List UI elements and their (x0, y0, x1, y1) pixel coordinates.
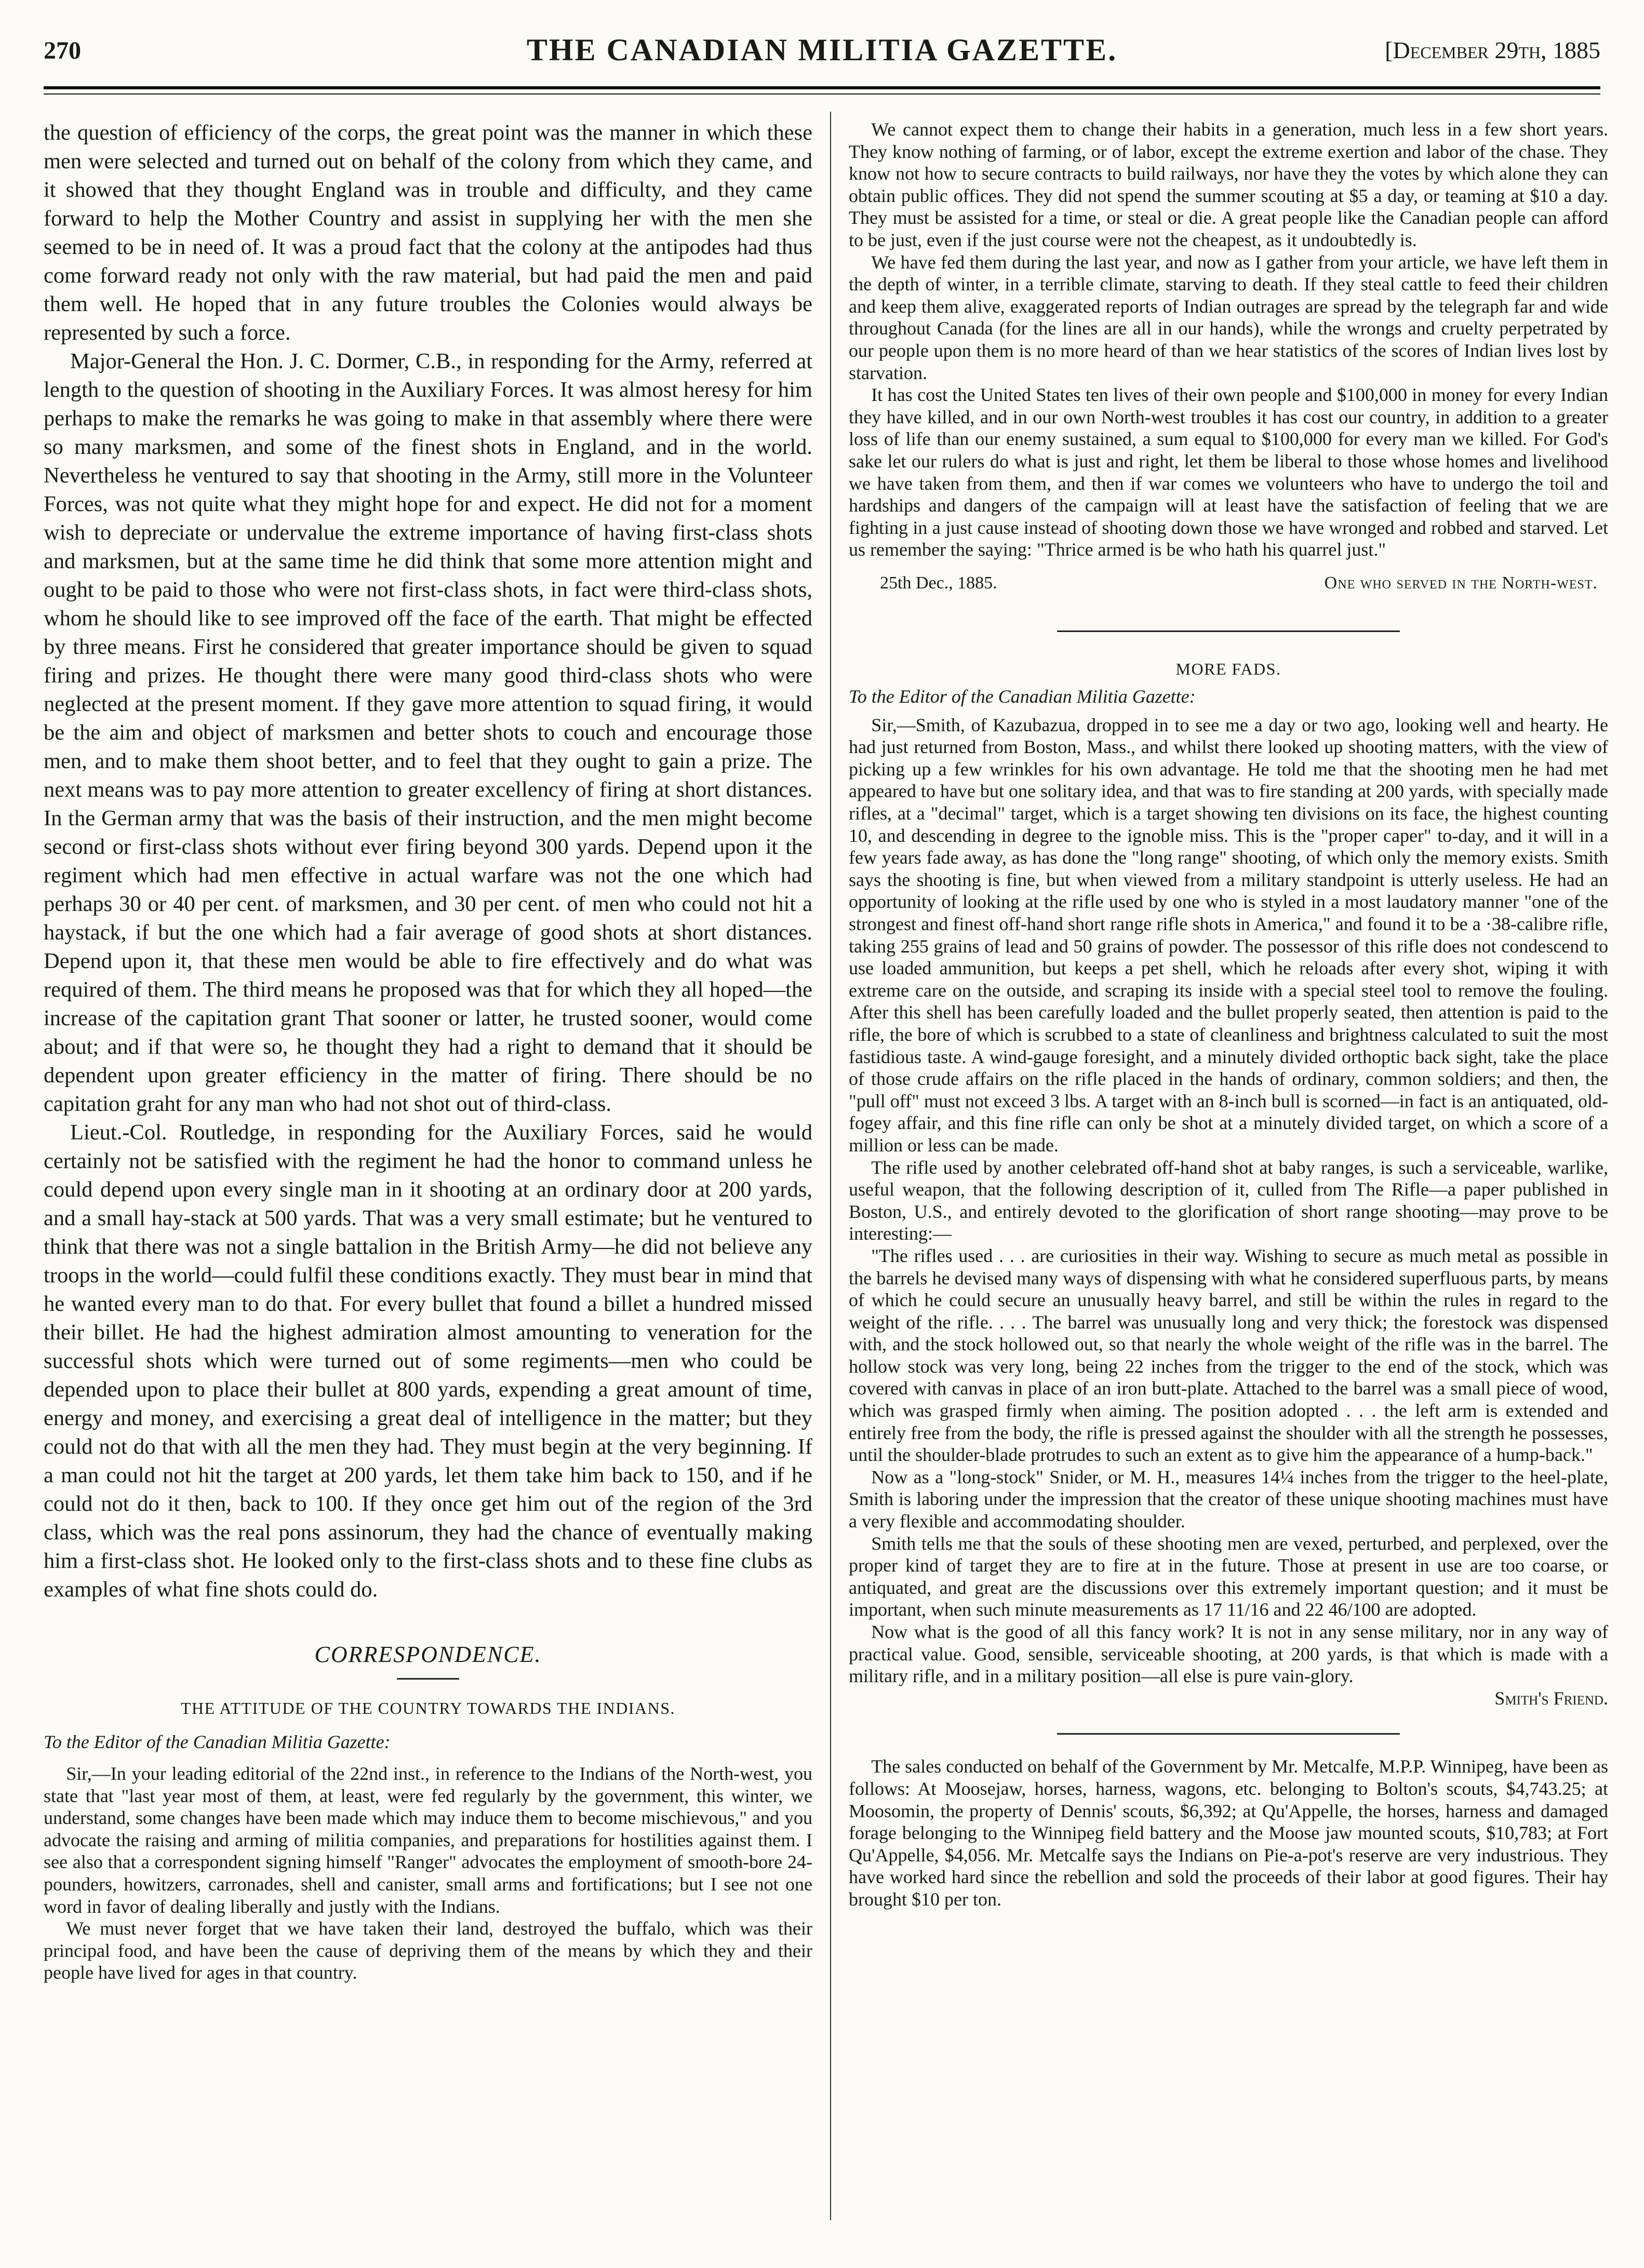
section-rule (397, 1678, 459, 1680)
letter-salutation-line: To the Editor of the Canadian Militia Gazette: (849, 686, 1196, 707)
page-header (44, 27, 1600, 89)
letter-paragraph: We cannot expect them to change their habits in a generation, much less in a few short years. They know nothing of farming, or of labor, except the extreme exertion and labor of the chase. They know not how to secure contracts to build railways, nor have they the votes by which alone they can obtain public offices. They did not spend the summer scouting at $5 a day, or teaming at $10 a day. They must be assisted for a time, or steal or die. A great people like the Canadian people can afford to be just, even if the just course were not the cheapest, as it undoubtedly is. (849, 119, 1608, 250)
letter-signature (849, 561, 1608, 595)
letter-paragraph: Now what is the good of all this fancy work? It is not in any sense military, nor in any way of practical value. Good, sensible, serviceable shooting, at 200 yards, is that which is made with a military rifle, and in a military position—all else is pure vain-glory. (849, 1621, 1608, 1687)
issue-date: [December 29th, 1885 (1385, 37, 1600, 63)
letter-paragraph: Smith tells me that the souls of these shooting men are vexed, perturbed, and perplexed, over the proper kind of target they are to fire at in the future. Those at present in use are too coarse, or antiquated, and great are the discussions over this extremely important question; and it must be important, when such minute measurements as 17 11/16 and 22 46/100 are adopted. (849, 1533, 1608, 1620)
signature-name: One who served in the North-west. (1324, 573, 1598, 593)
left-column (44, 118, 812, 1984)
letter-title: THE ATTITUDE OF THE COUNTRY TOWARDS THE INDIANS. (181, 1699, 675, 1717)
letter-paragraph: We must never forget that we have taken their land, destroyed the buffalo, which was their principal food, and have been the cause of depriving them of the means by which they and their people have lived for ages in that country. (44, 1918, 812, 1983)
letter-title: MORE FADS. (1175, 660, 1281, 679)
article-separator (1057, 1733, 1400, 1735)
news-paragraph: The sales conducted on behalf of the Government by Mr. Metcalfe, M.P.P. Winnipeg, have been as follows: At Moosejaw, horses, harness, wagons, etc. belonging to Bolton's scouts, $4,743.25; at Moosomin, the property of Dennis' scouts, $6,392; at Qu'Appelle, the horses, harness and damaged forage belonging to the Winnipeg field battery and the Moose jaw mounted scouts, $10,783; at Fort Qu'Appelle, $4,056. Mr. Metcalfe says the Indians on Pie-a-pot's reserve are very industrious. They have worked hard since the rebellion and sold the proceeds of their labor at good figures. Their hay brought $10 per ton. (849, 1756, 1608, 1910)
letter-paragraph: Sir,—In your leading editorial of the 22nd inst., in reference to the Indians of the North-west, you state that "last year most of them, at least, were fed regularly by the government, this winter, we understand, some changes have been made which may induce them to become mischievous," and you advocate the raising and arming of militia companies, and preparations for hostilities against them. I see also that a correspondent signing himself "Ranger" advocates the employment of smooth-bore 24-pounders, howitzers, carronades, shell and canister, small arms and fortifications; but I see not one word in favor of dealing liberally and justly with the Indians. (44, 1763, 812, 1917)
article-separator (1057, 630, 1400, 632)
right-column (849, 118, 1608, 1911)
signature-date: 25th Dec., 1885. (880, 573, 997, 593)
page-number: 270 (44, 37, 81, 64)
article-paragraph: Major-General the Hon. J. C. Dormer, C.B., in responding for the Army, referred at length to the question of shooting in the Auxiliary Forces. It was almost heresy for him perhaps to make the remarks he was going to make in that assembly where there were so many marksmen, and some of the finest shots in England, and in the world. Nevertheless he ventured to say that shooting in the Army, still more in the Volunteer Forces, was not quite what they might hope for and expect. He did not for a moment wish to depreciate or undervalue the extreme importance of having first-class shots and marksmen, but at the same time he did think that some more attention might and ought to be paid to those who were not first-class shots, in fact were third-class shots, whom he should like to see improved off the face of the earth. That might be effected by three means. First he considered that greater importance should be given to squad firing and prizes. He thought there were many good third-class shots who were neglected at the present moment. If they gave more attention to squad firing, it would be the aim and object of marksmen and better shots to couch and encourage those men, and to make them shoot better, and to feel that they ought to gain a prize. The next means was to pay more attention to greater excellency of firing at short distances. In the German army that was the basis of their instruction, and the men might become second or first-class shots without ever firing beyond 300 yards. Depend upon it the regiment which had men effective in actual warfare was not the one which had perhaps 30 or 40 per cent. of marksmen, and 30 per cent. of men who could not hit a haystack, if but the one which had a fair average of good shots at short distances. Depend upon it, that these men would be able to fire effectively and do what was required of them. The third means he proposed was that for which they all hoped—the increase of the capitation grant That sooner or latter, he trusted sooner, would come about; and if that were so, he thought they had a right to demand that it should be dependent upon greater efficiency in the matter of firing. There should be no capitation graht for any man who had not shot out of third-class. (44, 349, 812, 1116)
column-divider (830, 112, 831, 2220)
letter-paragraph: The rifle used by another celebrated off-hand shot at baby ranges, is such a serviceable, warlike, useful weapon, that the following description of it, culled from The Rifle—a paper published in Boston, U.S., and entirely devoted to the glorification of short range shooting—may prove to be interesting:— (849, 1157, 1608, 1244)
letter-paragraph: Now as a "long-stock" Snider, or M. H., measures 14¼ inches from the trigger to the heel-plate, Smith is laboring under the impression that the creator of these unique shooting machines must have a very flexible and accommodating shoulder. (849, 1466, 1608, 1532)
signature-name: Smith's Friend. (1494, 1687, 1608, 1709)
header-rule-thick (44, 86, 1600, 89)
article-paragraph: the question of efficiency of the corps, the great point was the manner in which these men were selected and turned out on behalf of the colony from which they came, and it showed that they thought England was in trouble and difficulty, and they came forward to help the Mother Country and assist in supplying her with the men she seemed to be in need of. It was a proud fact that the colony at the antipodes had thus come forward ready not only with the raw material, but had paid the men and paid them well. He hoped that in any future troubles the Colonies would always be represented by such a force. (44, 120, 812, 345)
letter-paragraph: Sir,—Smith, of Kazubazua, dropped in to see me a day or two ago, looking well and hearty. He had just returned from Boston, Mass., and whilst there looked up shooting matters, with the view of picking up a few wrinkles for his own advantage. He told me that the shooting men he had met appeared to have but one solitary idea, and that was to fire standing at 200 yards, with specially made rifles, at a "decimal" target, which is a target showing ten divisions on its face, the highest counting 10, and descending in degree to the ignoble miss. This is the "proper caper" to-day, and it will in a few years fade away, as has done the "long range" shooting, of which only the memory exists. Smith says the shooting is fine, but when viewed from a military standpoint is utterly useless. He had an opportunity of looking at the rifle used by one who is styled in a most laudatory manner "one of the strongest and finest off-hand short range rifle shots in America," and found it to be a ·38-calibre rifle, taking 255 grains of lead and 50 grains of powder. The possessor of this rifle does not condescend to use loaded ammunition, but keeps a pet shell, which he reloads after every shot, wiping it with extreme care on the outside, and scraping its inside with a special steel tool to remove the fouling. After this shell has been carefully loaded and the bullet properly seated, then attention is paid to the rifle, the bore of which is scrubbed to a state of cleanliness and brightness calculated to suit the most fastidious taste. A wind-gauge foresight, and a minutely divided orthoptic back sight, take the place of those crude affairs on the rifle placed in the hands of ordinary, common soldiers; and then, the "pull off" must not exceed 3 lbs. A target with an 8-inch bull is scorned—in fact is an antiquated, old-fogey affair, and this fine rifle can only be shot at a minutely divided target, on which a score of a million or less can be made. (849, 714, 1608, 1156)
header-rule-thin (44, 93, 1600, 95)
quoted-passage: "The rifles used . . . are curiosities in their way. Wishing to secure as much metal as possible in the barrels he devised many ways of dispensing with what he considered superfluous parts, by means of which he could secure an unusually heavy barrel, and still be within the rules in regard to the weight of the rifle. . . . The barrel was unusually long and very thick; the forestock was dispensed with, and the stock hollowed out, so that nearly the whole weight of the rifle was in the barrel. The hollow stock was very long, being 22 inches from the trigger to the end of the stock, which was covered with canvas in place of an iron butt-plate. Attached to the barrel was a small piece of wood, which was grasped firmly when aiming. The position adopted . . . the left arm is extended and entirely free from the body, the rifle is pressed against the shoulder with all the strength he possesses, until the shoulder-blade protrudes to such an extent as to give him the appearance of a hump-back." (849, 1245, 1608, 1466)
letter-paragraph: It has cost the United States ten lives of their own people and $100,000 in money for every Indian they have killed, and in our own North-west troubles it has cost our country, in addition to a greater loss of life than our enemy sustained, a sum equal to $100,000 for every man we killed. For God's sake let our rulers do what is just and right, let them be liberal to those whose homes and livelihood we have taken from them, and then if war comes we volunteers who have to undergo the toil and hardships and dangers of the campaign will at least have the satisfaction of feeling that we are fighting in a just cause instead of shooting down those we have wronged and robbed and starved. Let us remember the saying: "Thrice armed is be who hath his quarrel just." (849, 384, 1608, 560)
article-paragraph: Lieut.-Col. Routledge, in responding for the Auxiliary Forces, said he would certainly not be satisfied with the regiment he had the honor to command unless he could depend upon every single man in it shooting at an ordinary door at 200 yards, and a small hay-stack at 500 yards. That was a very small estimate; but he ventured to think that there was not a single battalion in the British Army—he did not believe any troops in the world—could fulfil these conditions exactly. They must bear in mind that he wanted every man to do that. For every bullet that found a billet a hundred missed their billet. He had the highest admiration almost amounting to veneration for the successful shots which were turned out of some regiments—men who could be depended upon to place their bullet at 800 yards, expending a great amount of time, energy and money, and exercising a great deal of intelligence in the matter; but they could not do that with all the men they had. They must begin at the very beginning. If a man could not hit the target at 200 yards, let them take him back to 150, and if he could not do it then, back to 100. If they once get him out of the region of the 3rd class, which was the real pons assinorum, they had the chance of eventually making him a first-class shot. He looked only to the first-class shots and to these fine clubs as examples of what fine shots could do. (44, 1120, 812, 1602)
letter-salutation-line: To the Editor of the Canadian Militia Gazette: (44, 1732, 391, 1752)
correspondence-heading: CORRESPONDENCE. (314, 1642, 542, 1667)
letter-paragraph: We have fed them during the last year, and now as I gather from your article, we have left them in the depth of winter, in a terrible climate, starving to death. If they steal cattle to feed their children and keep them alive, exaggerated reports of Indian outrages are spread by the telegraph far and wide throughout Canada (for the lines are all in our hands), while the wrongs and cruelty perpetrated by our people upon them is no more heard of than we hear statistics of the scores of Indian lives lost by starvation. (849, 251, 1608, 383)
newspaper-title: THE CANADIAN MILITIA GAZETTE. (526, 33, 1118, 67)
